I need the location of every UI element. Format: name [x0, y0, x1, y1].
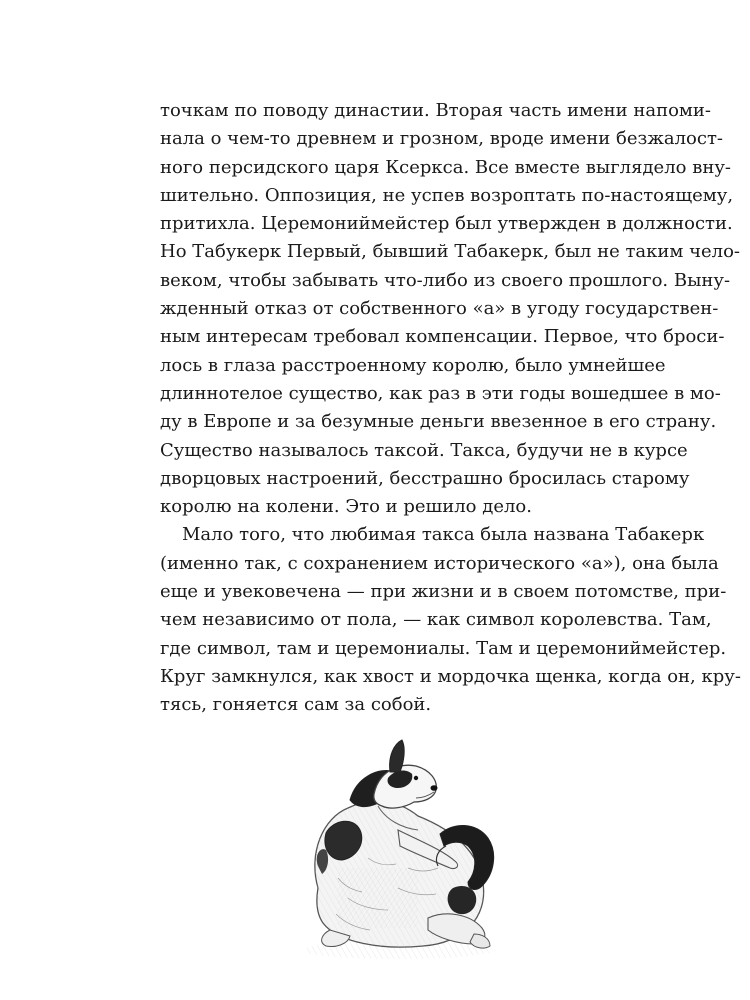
text-line: королю на колени. Это и решило дело. — [160, 496, 532, 518]
text-line: Существо называлось таксой. Такса, будучи не в курсе — [160, 439, 688, 461]
text-line: нала о чем-то древнем и грозном, вроде имени безжалост- — [160, 128, 724, 150]
text-line: точкам по поводу династии. Вторая часть имени напоми- — [160, 100, 711, 121]
text-line: длиннотелое существо, как раз в эти годы вошедшее в мо- — [160, 382, 721, 404]
text-line: где символ, там и церемониалы. Там и церемониймейстер. — [160, 637, 727, 659]
text-line: дворцовых настроений, бесстрашно бросилась старому — [160, 467, 690, 489]
text-line: ным интересам требовал компенсации. Первое, что броси- — [160, 326, 725, 348]
text-line: ду в Европе и за безумные деньги ввезенное в его страну. — [160, 411, 717, 433]
text-line: еще и увековечена — при жизни и в своем потомстве, при- — [160, 581, 727, 603]
text-line: лось в глаза расстроенному королю, было умнейшее — [160, 354, 666, 376]
text-line: тясь, гоняется сам за собой. — [160, 694, 432, 716]
text-line: веком, чтобы забывать что-либо из своего прошлого. Выну- — [160, 269, 731, 291]
text-line: притихла. Церемониймейстер был утвержден в должности. — [160, 213, 733, 235]
text-line: жденный отказ от собственного «а» в угоду государствен- — [160, 298, 719, 320]
body-text — [160, 97, 741, 720]
text-line: (именно так, с сохранением исторического «а»), она была — [160, 552, 719, 574]
text-line: чем независимо от пола, — как символ королевства. Там, — [160, 609, 712, 631]
text-line: Круг замкнулся, как хвост и мордочка щенка, когда он, кру- — [160, 665, 741, 687]
text-line: Мало того, что любимая такса была названа Табакерк — [182, 524, 705, 546]
puppy-chasing-tail-drawing — [278, 738, 518, 970]
text-line: шительно. Оппозиция, не успев возроптать по-настоящему, — [160, 184, 734, 206]
text-line: ного персидского царя Ксеркса. Все вместе выглядело вну- — [160, 156, 732, 178]
text-line: Но Табукерк Первый, бывший Табакерк, был не таким чело- — [160, 241, 741, 263]
